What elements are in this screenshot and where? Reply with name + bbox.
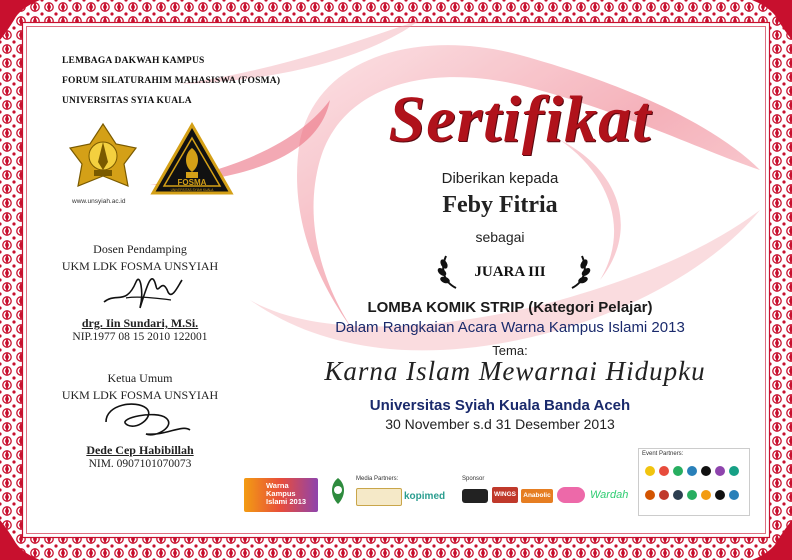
website-text: www.unsyiah.ac.id: [72, 198, 126, 205]
signer-1-role: Dosen Pendamping: [93, 242, 187, 256]
signer-1-org: UKM LDK FOSMA UNSYIAH: [61, 259, 219, 273]
signature-1-image: [96, 262, 186, 318]
venue-text: Universitas Syiah Kuala Banda Aceh: [369, 397, 631, 414]
event-partner-logos: [642, 461, 746, 511]
fosma-logo-text: FOSMA: [177, 178, 207, 187]
event-partners-panel: [638, 448, 750, 516]
theme-text: Karna Islam Mewarnai Hidupku: [324, 356, 706, 386]
event-name: Dalam Rangkaian Acara Warna Kampus Islami 2013: [335, 319, 685, 336]
theme-label: Tema:: [492, 343, 528, 358]
sponsor-logo-4: [557, 487, 585, 503]
wings-logo: WINGS: [492, 487, 518, 503]
signer-2-org: UKM LDK FOSMA UNSYIAH: [61, 388, 219, 402]
signer-2-id: NIM. 0907101070073: [88, 458, 192, 470]
kopimed-logo: kopimed: [404, 491, 446, 502]
wardah-logo: Wardah: [590, 489, 629, 501]
wki-logo: [244, 478, 318, 512]
award-title: JUARA III: [474, 264, 546, 280]
given-to-label: Diberikan kepada: [441, 170, 559, 187]
fosma-logo-sub: UNIVERSITAS SYIAH KUALA: [170, 188, 214, 192]
institution-line-3: UNIVERSITAS SYIA KUALA: [62, 96, 192, 106]
anabolic-logo: Anabolic: [521, 489, 553, 503]
institution-line-1: LEMBAGA DAKWAH KAMPUS: [62, 56, 205, 66]
signature-2-image: [96, 394, 196, 446]
signer-1-name: drg. Iin Sundari, M.Si.: [81, 316, 199, 330]
sponsor-label: Sponsor: [462, 476, 485, 482]
signer-2-role: Ketua Umum: [107, 371, 173, 385]
media-partner-icon: [326, 476, 350, 506]
unsyiah-logo: [66, 120, 140, 198]
media-partners-label: Media Partners:: [356, 476, 399, 482]
as-label: sebagai: [475, 229, 525, 245]
institution-line-2: FORUM SILATURAHIM MAHASISWA (FOSMA): [62, 76, 281, 86]
laurel-right-icon: [566, 254, 592, 290]
recipient-name: Feby Fitria: [442, 192, 558, 218]
signer-2-name: Dede Cep Habibillah: [86, 443, 194, 457]
event-partners-label: Event Partners:: [642, 451, 684, 457]
wki-logo-text: Warna Kampus Islami 2013: [266, 481, 307, 506]
signer-1-id: NIP.1977 08 15 2010 122001: [72, 331, 208, 343]
fosma-logo: [150, 122, 234, 196]
dates-text: 30 November s.d 31 Desember 2013: [385, 416, 615, 432]
media-partner-logo-2: [356, 488, 402, 506]
sponsor-logo-1: [462, 489, 488, 503]
certificate-title: Sertifikat: [388, 83, 652, 156]
competition-name: LOMBA KOMIK STRIP (Kategori Pelajar): [367, 299, 653, 316]
